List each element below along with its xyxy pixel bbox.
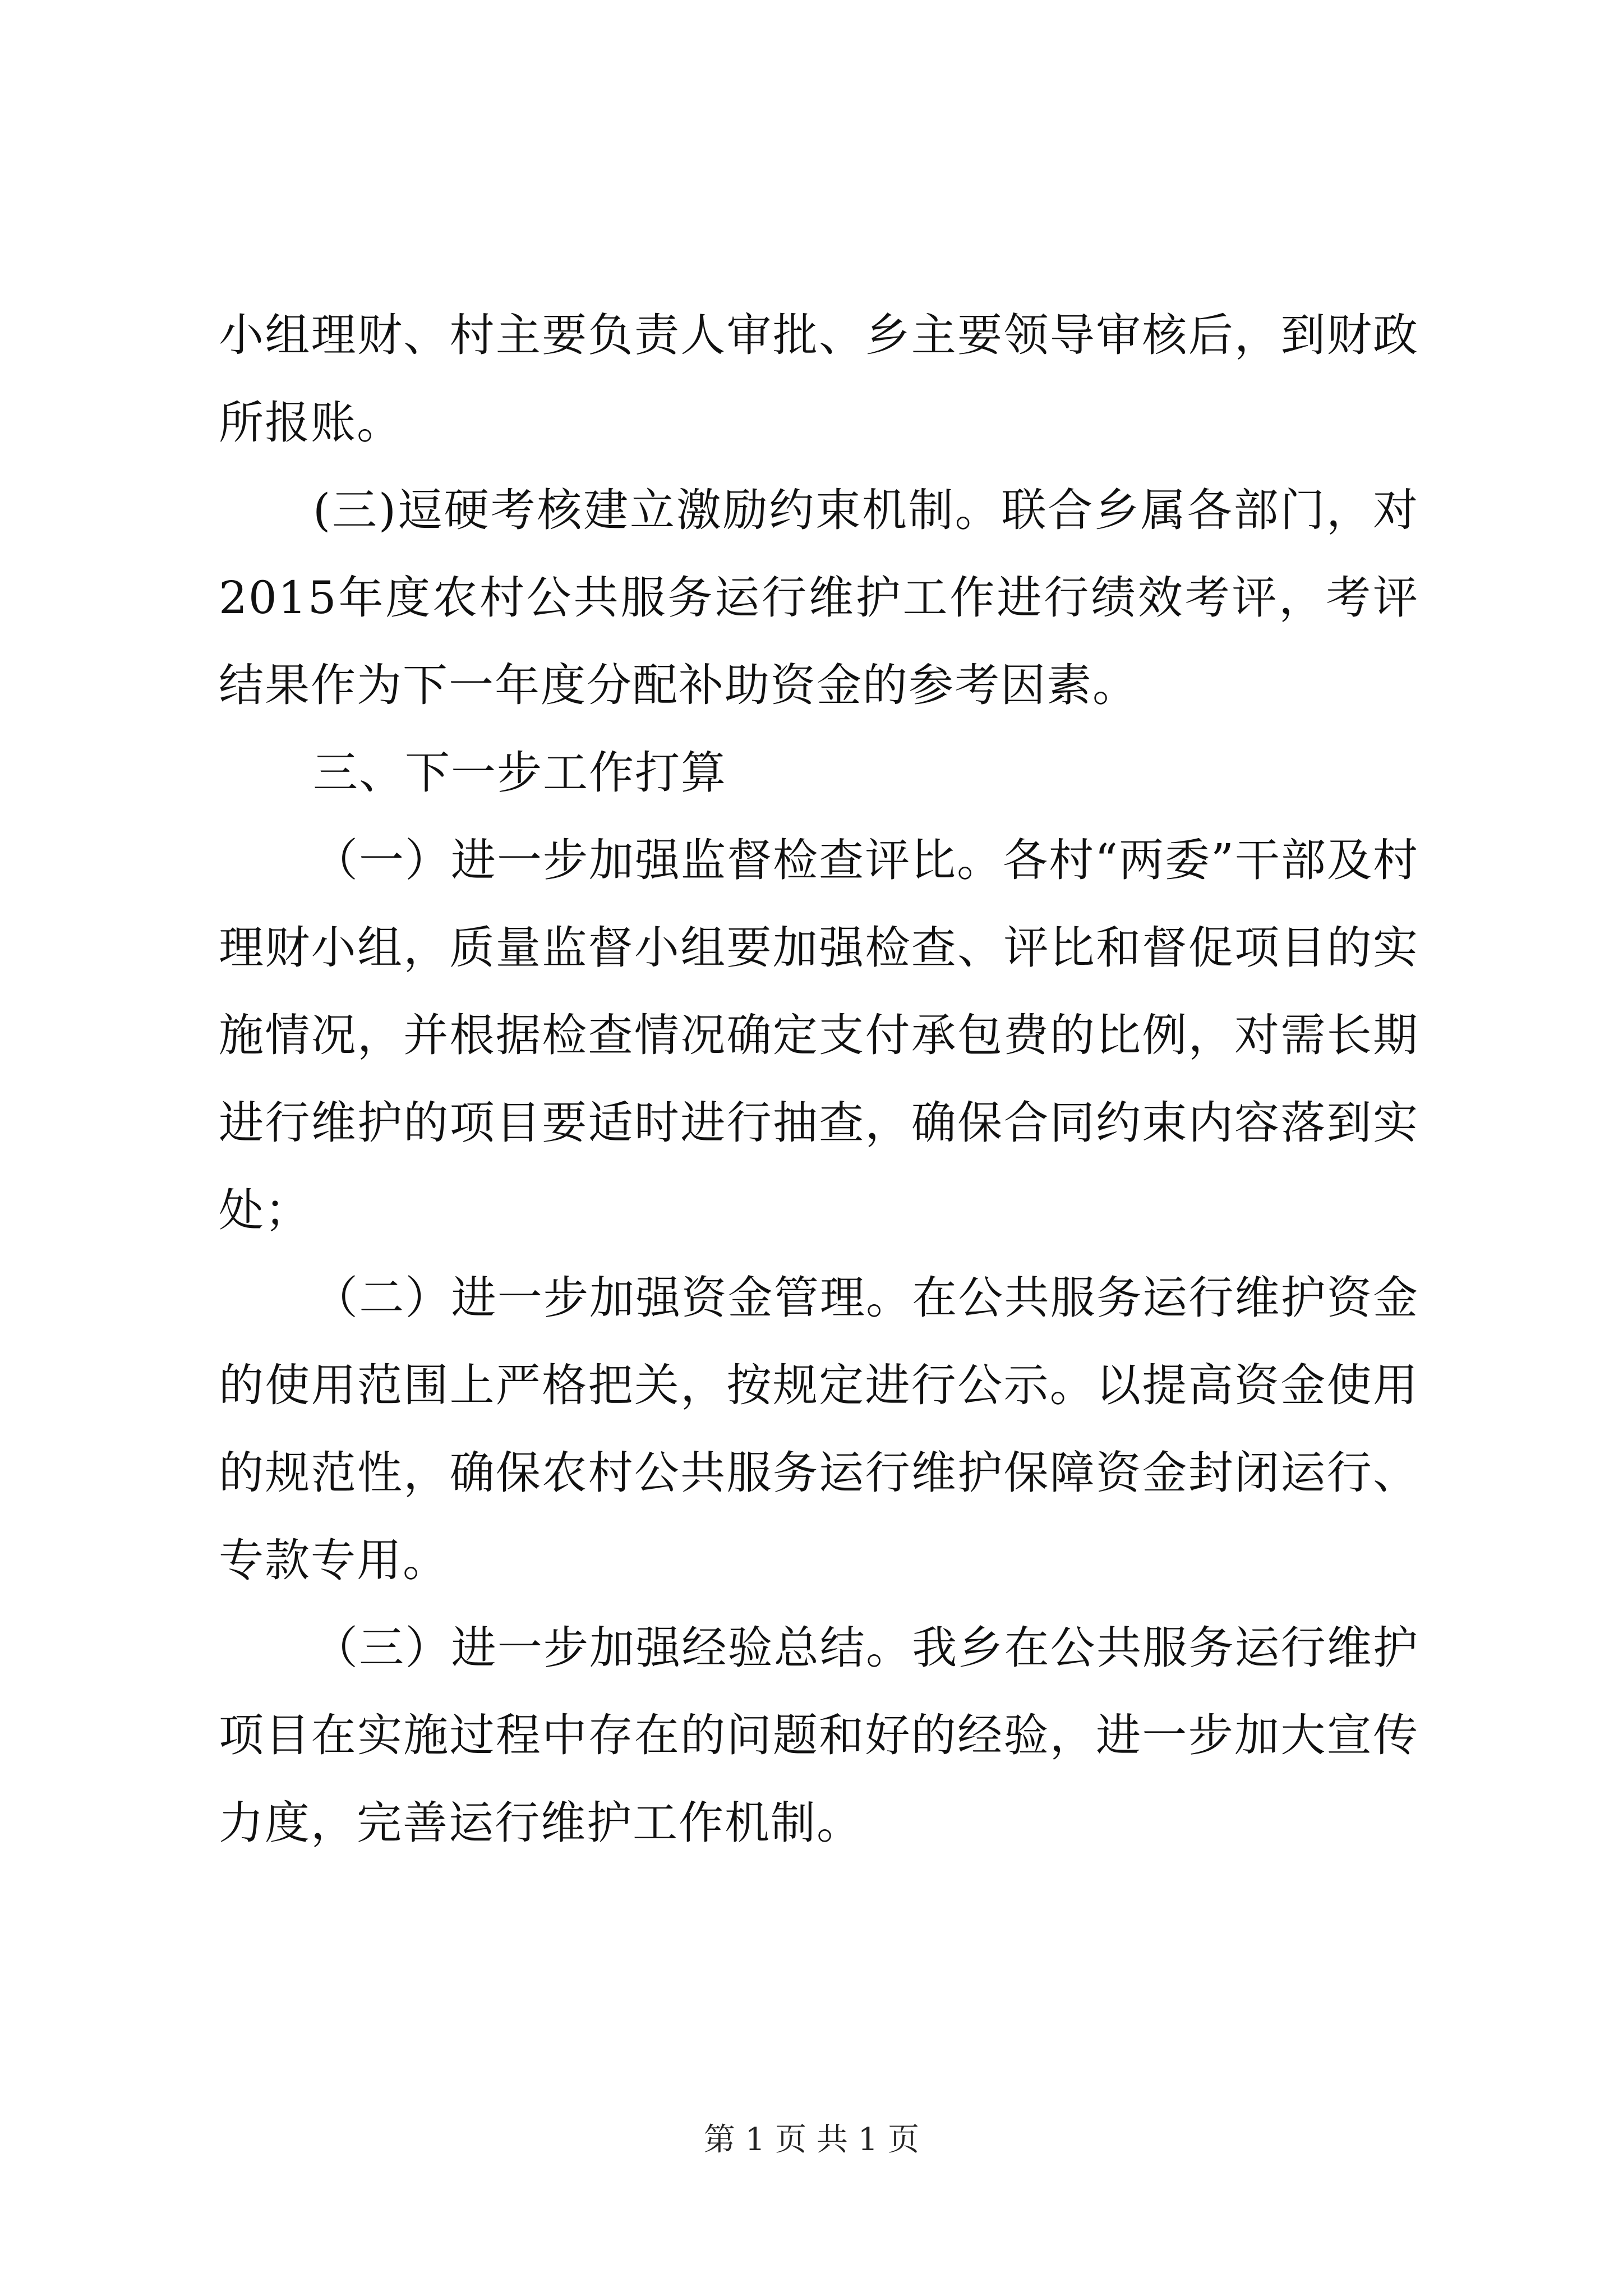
paragraph-1: 小组理财、村主要负责人审批、乡主要领导审核后，到财政所报账。 — [219, 309, 1419, 449]
document-body — [219, 292, 1419, 1867]
section-heading: 三、下一步工作打算 — [313, 747, 727, 799]
paragraph-6: （三）进一步加强经验总结。我乡在公共服务运行维护项目在实施过程中存在的问题和好的经验，进一步加大宣传力度，完善运行维护工作机制。 — [219, 1622, 1419, 1849]
paragraph-5: （二）进一步加强资金管理。在公共服务运行维护资金的使用范围上严格把关，按规定进行公示。以提高资金使用的规范性，确保农村公共服务运行维护保障资金封闭运行、专款专用。 — [219, 1272, 1419, 1586]
paragraph-4: （一）进一步加强监督检查评比。各村“两委”干部及村理财小组，质量监督小组要加强检查、评比和督促项目的实施情况，并根据检查情况确定支付承包费的比例，对需长期进行维护的项目要适时进行抽查，确保合同约束内容落到实处； — [219, 834, 1419, 1236]
page-footer: 第 1 页 共 1 页 — [703, 2122, 920, 2158]
paragraph-2: (三)逗硬考核建立激励约束机制。联合乡属各部门，对2015年度农村公共服务运行维护工作进行绩效考评，考评结果作为下一年度分配补助资金的参考因素。 — [219, 484, 1419, 711]
